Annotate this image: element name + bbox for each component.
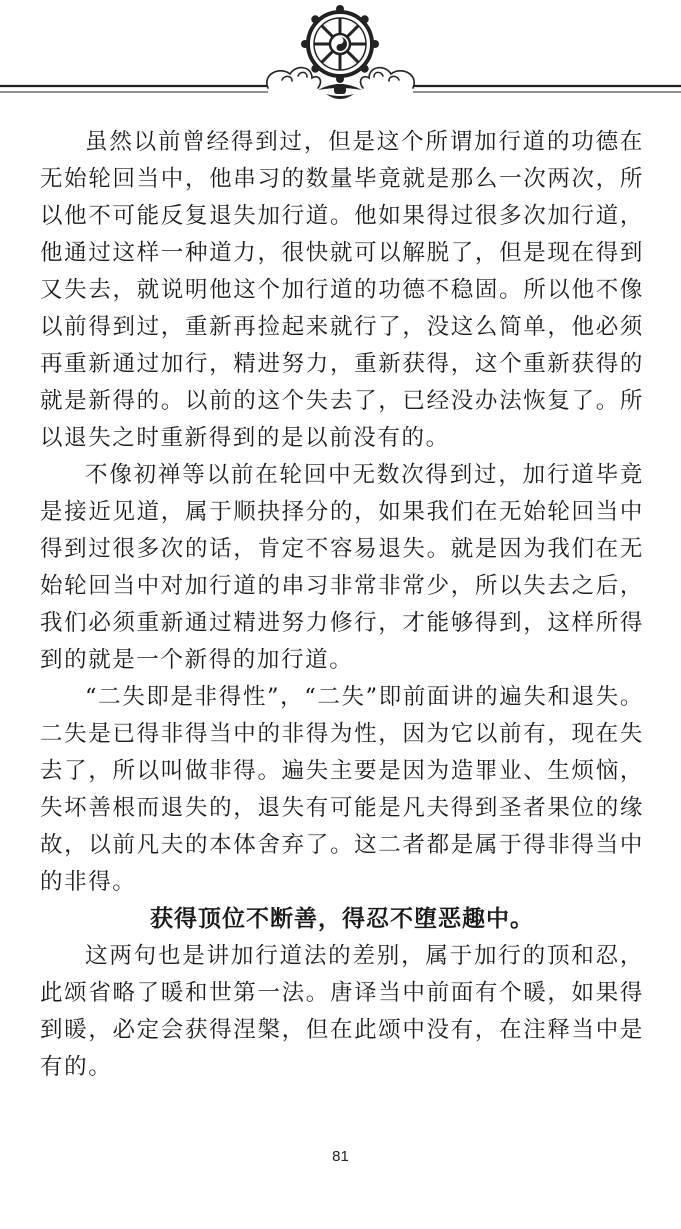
body-paragraph: 虽然以前曾经得到过，但是这个所谓加行道的功德在无始轮回当中，他串习的数量毕竟就是那么一次两次，所以他不可能反复退失加行道。他如果得过很多次加行道，他通过这样一种道力，很快就可以解脱了，但是现在得到又失去，就说明他这个加行道的功德不稳固。所以他不像以前得到过，重新再捡起来就行了，没这么简单，他必须再重新通过加行，精进努力，重新获得，这个重新获得的就是新得的。以前的这个失去了，已经没办法恢复了。所以退失之时重新得到的是以前没有的。 bbox=[40, 129, 644, 451]
body-paragraph: “二失即是非得性”，“二失”即前面讲的遍失和退失。二失是已得非得当中的非得为性，因为它以前有，现在失去了，所以叫做非得。遍失主要是因为造罪业、生烦恼，失坏善根而退失的，退失有可能是凡夫得到圣者果位的缘故，以前凡夫的本体舍弃了。这二者都是属于得非得当中的非得。 bbox=[40, 684, 644, 895]
verse-heading: 获得顶位不断善，得忍不堕恶趣中。 bbox=[150, 906, 534, 932]
page-header-ornament bbox=[0, 0, 681, 110]
body-paragraph: 不像初禅等以前在轮回中无数次得到过，加行道毕竟是接近见道，属于顺抉择分的，如果我们在无始轮回当中得到过很多次的话，肯定不容易退失。就是因为我们在无始轮回当中对加行道的串习非常非常少，所以失去之后，我们必须重新通过精进努力修行，才能够得到，这样所得到的就是一个新得的加行道。 bbox=[40, 462, 644, 673]
page-body bbox=[40, 124, 644, 1086]
dharma-wheel-icon bbox=[0, 0, 681, 110]
body-paragraph: 这两句也是讲加行道法的差别，属于加行的顶和忍，此颂省略了暖和世第一法。唐译当中前面有个暖，如果得到暖，必定会获得涅槃，但在此颂中没有，在注释当中是有的。 bbox=[40, 943, 644, 1080]
page-number: 81 bbox=[332, 1148, 349, 1165]
